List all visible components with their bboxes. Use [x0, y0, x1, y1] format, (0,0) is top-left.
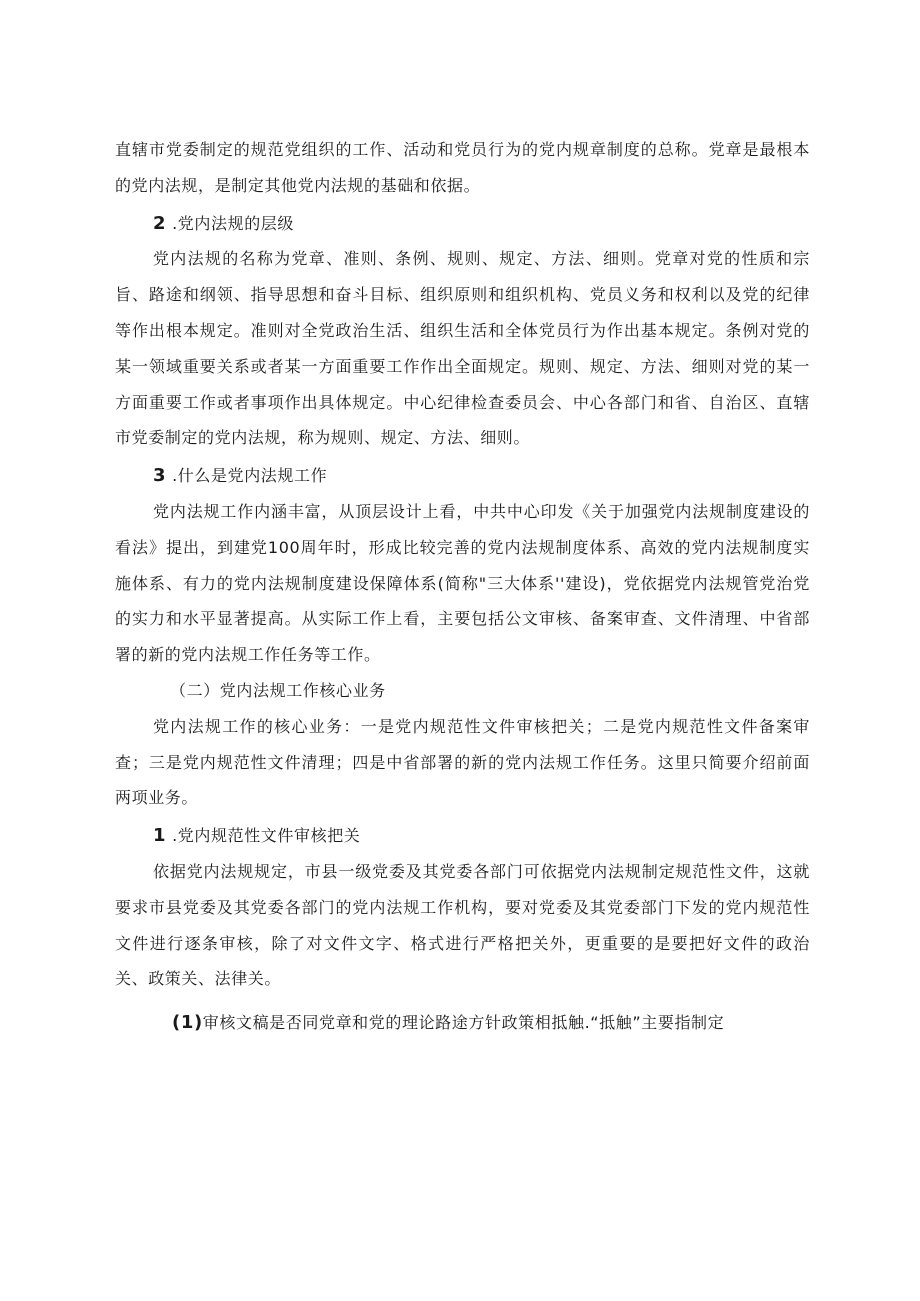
- heading-what-is-work: [115, 458, 810, 494]
- paragraph-work: 党内法规工作内涵丰富，从顶层设计上看，中共中心印发《关于加强党内法规制度建设的看法》提出，到建党100周年时，形成比较完善的党内法规制度体系、高效的党内法规制度实施体系、有力的党内法规制度建设保障体系(简称"三大体系''建设)，党依据党内法规管党治党的实力和水平显著提高。从实际工作上看，主要包括公文审核、备案审查、文件清理、中省部署的新的党内法规工作任务等工作。: [115, 501, 810, 665]
- paragraph-review: 依据党内法规规定，市县一级党委及其党委各部门可依据党内法规制定规范性文件，这就要求市县党委及其党委各部门的党内法规工作机构，要对党委及其党委部门下发的党内规范性文件进行逐条审核，除了对文件文字、格式进行严格把关外，更重要的是要把好文件的政治关、政策关、法律关。: [115, 861, 810, 989]
- list-item-1: [115, 1005, 810, 1041]
- item-number: (1): [172, 1012, 203, 1034]
- heading-review: [115, 818, 810, 854]
- heading-number: 1: [153, 825, 167, 847]
- paragraph-levels: 党内法规的名称为党章、准则、条例、规则、规定、方法、细则。党章对党的性质和宗旨、路途和纲领、指导思想和奋斗目标、组织原则和组织机构、党员义务和权利以及党的纪律等作出根本规定。准则对全党政治生活、组织生活和全体党员行为作出基本规定。条例对党的某一领域重要关系或者某一方面重要工作作出全面规定。规则、规定、方法、细则对党的某一方面重要工作或者事项作出具体规定。中心纪律检查委员会、中心各部门和省、自治区、直辖市党委制定的党内法规，称为规则、规定、方法、细则。: [115, 249, 810, 448]
- document-body: [115, 132, 810, 1041]
- item-text: 审核文稿是否同党章和党的理论路途方针政策相抵触.“抵触”主要指制定: [202, 1013, 725, 1033]
- heading-text: .党内规范性文件审核把关: [172, 826, 361, 846]
- section-heading-core-business: （二）党内法规工作核心业务: [170, 680, 386, 700]
- heading-text: .什么是党内法规工作: [172, 466, 328, 486]
- paragraph-definition: 直辖市党委制定的规范党组织的工作、活动和党员行为的党内规章制度的总称。党章是最根本的党内法规，是制定其他党内法规的基础和依据。: [115, 140, 810, 195]
- heading-number: 3: [153, 465, 167, 487]
- paragraph-core-business: 党内法规工作的核心业务：一是党内规范性文件审核把关；二是党内规范性文件备案审查；三是党内规范性文件清理；四是中省部署的新的党内法规工作任务。这里只简要介绍前面两项业务。: [115, 716, 810, 808]
- heading-number: 2: [153, 212, 167, 234]
- heading-text: .党内法规的层级: [172, 213, 295, 233]
- heading-levels: [115, 206, 810, 242]
